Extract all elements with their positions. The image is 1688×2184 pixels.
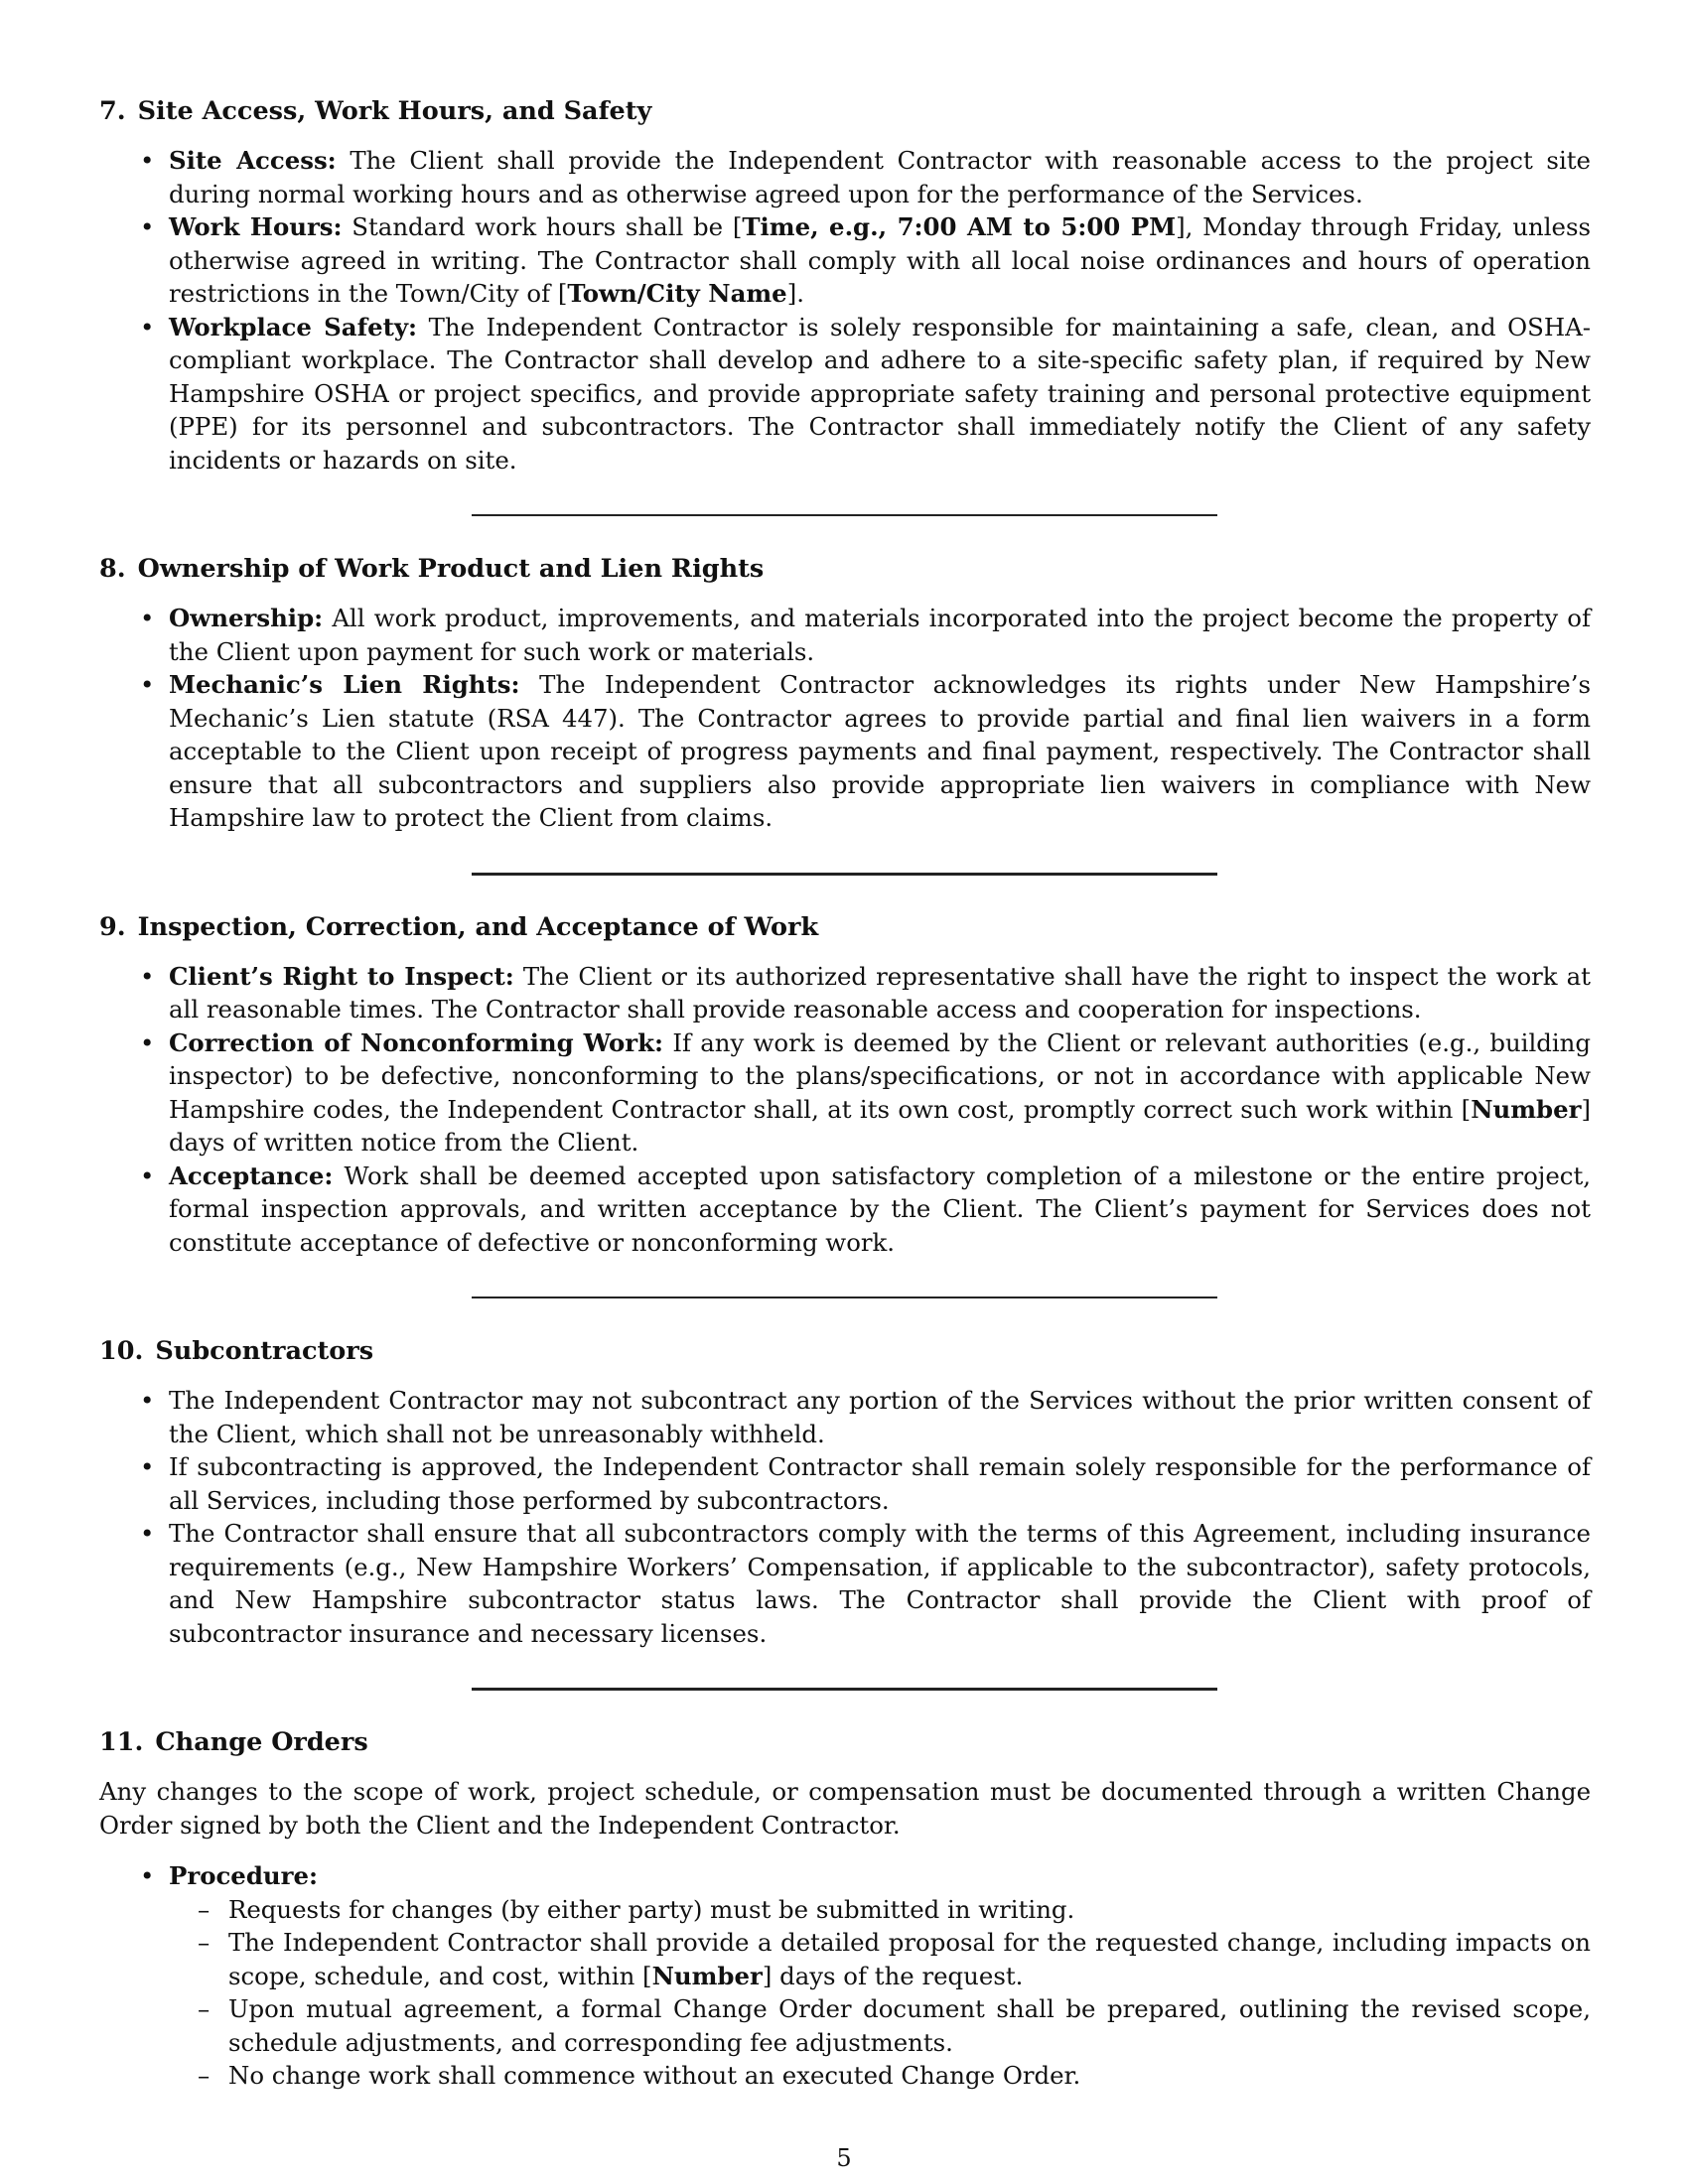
item-term: Mechanic’s Lien Rights: [169,670,520,699]
item-text: The Independent Contractor is solely responsible for maintaining a safe, clean, and OSHA-compliant workplace. The Contractor shall develop and adhere to a site-specific safety plan, if required by New Hampshire OSHA or project specifics, and provide appropriate safety training and personal protective equipment (PPE) for its personnel and subcontractors. The Contractor shall immediately notify the Client of any safety incidents or hazards on site. [169,312,1591,475]
item-text: Requests for changes (by either party) must be submitted in writing. [228,1894,1075,1924]
item-term: Ownership: [169,604,324,632]
section-7 [99,95,1591,477]
bullet-list [99,144,1591,477]
item-term: Site Access: [169,146,337,175]
item-text: The Client shall provide the Independent Contractor with reasonable access to the project site during normal working hours and as otherwise agreed upon for the performance of the Services. [169,146,1591,208]
item-text: All work product, improvements, and materials incorporated into the project become the property of the Client upon payment for such work or materials. [169,604,1591,666]
section-9 [99,911,1591,1260]
item-text: No change work shall commence without an executed Change Order. [228,2061,1081,2090]
list-item [169,210,1591,311]
section-number: 8. [99,554,126,584]
section-number: 10. [99,1336,144,1366]
item-text: The Independent Contractor may not subcontract any portion of the Services without the prior written consent of the Client, which shall not be unreasonably withheld. [169,1386,1591,1448]
item-text: If subcontracting is approved, the Independent Contractor shall remain solely responsible for the performance of all Services, including those performed by subcontractors. [169,1452,1591,1515]
section-number: 9. [99,911,126,942]
section-heading [99,1335,1591,1368]
section-intro: Any changes to the scope of work, project schedule, or compensation must be documented through a written Change Order signed by both the Client and the Independent Contractor. [99,1777,1591,1840]
item-text: Work shall be deemed accepted upon satisfactory completion of a milestone or the entire project, formal inspection approvals, and written acceptance by the Client. The Client’s payment for Services does not constitute acceptance of defective or nonconforming work. [169,1160,1591,1257]
item-term: Procedure: [169,1861,318,1890]
list-item [169,1517,1591,1650]
item-text: Standard work hours shall be [ [342,212,743,241]
list-item [169,1026,1591,1160]
bullet-list [99,602,1591,835]
item-term: Work Hours: [169,212,343,241]
section-heading [99,911,1591,944]
list-item [169,1160,1591,1260]
document-page [99,95,1591,2093]
divider-line [472,1688,1217,1691]
section-heading [99,1726,1591,1759]
section-8 [99,553,1591,835]
sub-list-item [228,1926,1591,1992]
page-number: 5 [836,2144,852,2172]
section-11 [99,1726,1591,2093]
section-10 [99,1335,1591,1650]
section-number: 11. [99,1727,144,1757]
placeholder-field: Number [651,1961,763,1990]
item-term: Correction of Nonconforming Work: [169,1027,664,1057]
item-text: The Independent Contractor acknowledges its rights under New Hampshire’s Mechanic’s Lien statute (RSA 447). The Contractor agrees to provide partial and final lien waivers in a form acceptable to the Client upon receipt of progress payments and final payment, respectively. The Contractor shall ensure that all subcontractors and suppliers also provide appropriate lien waivers in compliance with New Hampshire law to protect the Client from claims. [169,670,1591,832]
item-text: ], Monday through Friday, unless otherwise agreed in writing. The Contractor shall comply with all local noise ordinances and hours of operation restrictions in the Town/City of [ [169,212,1592,308]
list-item [169,1450,1591,1517]
bullet-list [99,1859,1591,2093]
section-divider [99,873,1591,874]
item-text: Upon mutual agreement, a formal Change Order document shall be prepared, outlining the revised scope, schedule adjustments, and corresponding fee adjustments. [228,1994,1591,2057]
list-item [169,602,1591,668]
list-item [169,668,1591,835]
divider-line [472,514,1217,516]
item-term: Acceptance: [169,1160,334,1190]
section-heading [99,553,1591,586]
item-text: ] days of the request. [762,1961,1024,1990]
section-number: 7. [99,96,126,126]
sub-list-item [228,1893,1591,1927]
bullet-list [99,960,1591,1260]
section-title: Site Access, Work Hours, and Safety [137,96,652,126]
placeholder-field: Town/City Name [567,279,787,308]
item-text: The Contractor shall ensure that all subcontractors comply with the terms of this Agreement, including insurance requirements (e.g., New Hampshire Workers’ Compensation, if applicable to the subcontractor), safety protocols, and New Hampshire subcontractor status laws. The Contractor shall provide the Client with proof of subcontractor insurance and necessary licenses. [169,1519,1591,1648]
item-term: Workplace Safety: [169,312,418,341]
sub-list [169,1893,1591,2093]
item-text: The Client or its authorized representative shall have the right to inspect the work at all reasonable times. The Contractor shall provide reasonable access and cooperation for inspections. [169,961,1591,1024]
section-heading [99,95,1591,128]
item-text: ] days of written notice from the Client. [169,1094,1591,1157]
section-title: Ownership of Work Product and Lien Rights [137,554,765,584]
item-text: If any work is deemed by the Client or relevant authorities (e.g., building inspector) to be defective, nonconforming to the plans/specifications, or not in accordance with applicable New Hampshire codes, the Independent Contractor shall, at its own cost, promptly correct such work within [ [169,1027,1591,1124]
divider-line [472,873,1217,876]
section-divider [99,1688,1591,1689]
list-item [169,311,1591,478]
item-term: Client’s Right to Inspect: [169,961,514,991]
item-text: The Independent Contractor shall provide a detailed proposal for the requested change, including impacts on scope, schedule, and cost, within [ [228,1928,1591,1990]
section-divider [99,514,1591,515]
placeholder-field: Number [1471,1094,1582,1124]
list-item [169,1859,1591,2093]
divider-line [472,1297,1217,1298]
section-title: Change Orders [155,1727,368,1757]
sub-list-item [228,2059,1591,2093]
item-text: ]. [786,279,804,308]
section-title: Inspection, Correction, and Acceptance of Work [137,911,819,942]
list-item [169,960,1591,1026]
list-item [169,144,1591,210]
list-item [169,1384,1591,1450]
section-title: Subcontractors [155,1336,374,1366]
placeholder-field: Time, e.g., 7:00 AM to 5:00 PM [742,212,1177,241]
bullet-list [99,1384,1591,1650]
sub-list-item [228,1992,1591,2059]
